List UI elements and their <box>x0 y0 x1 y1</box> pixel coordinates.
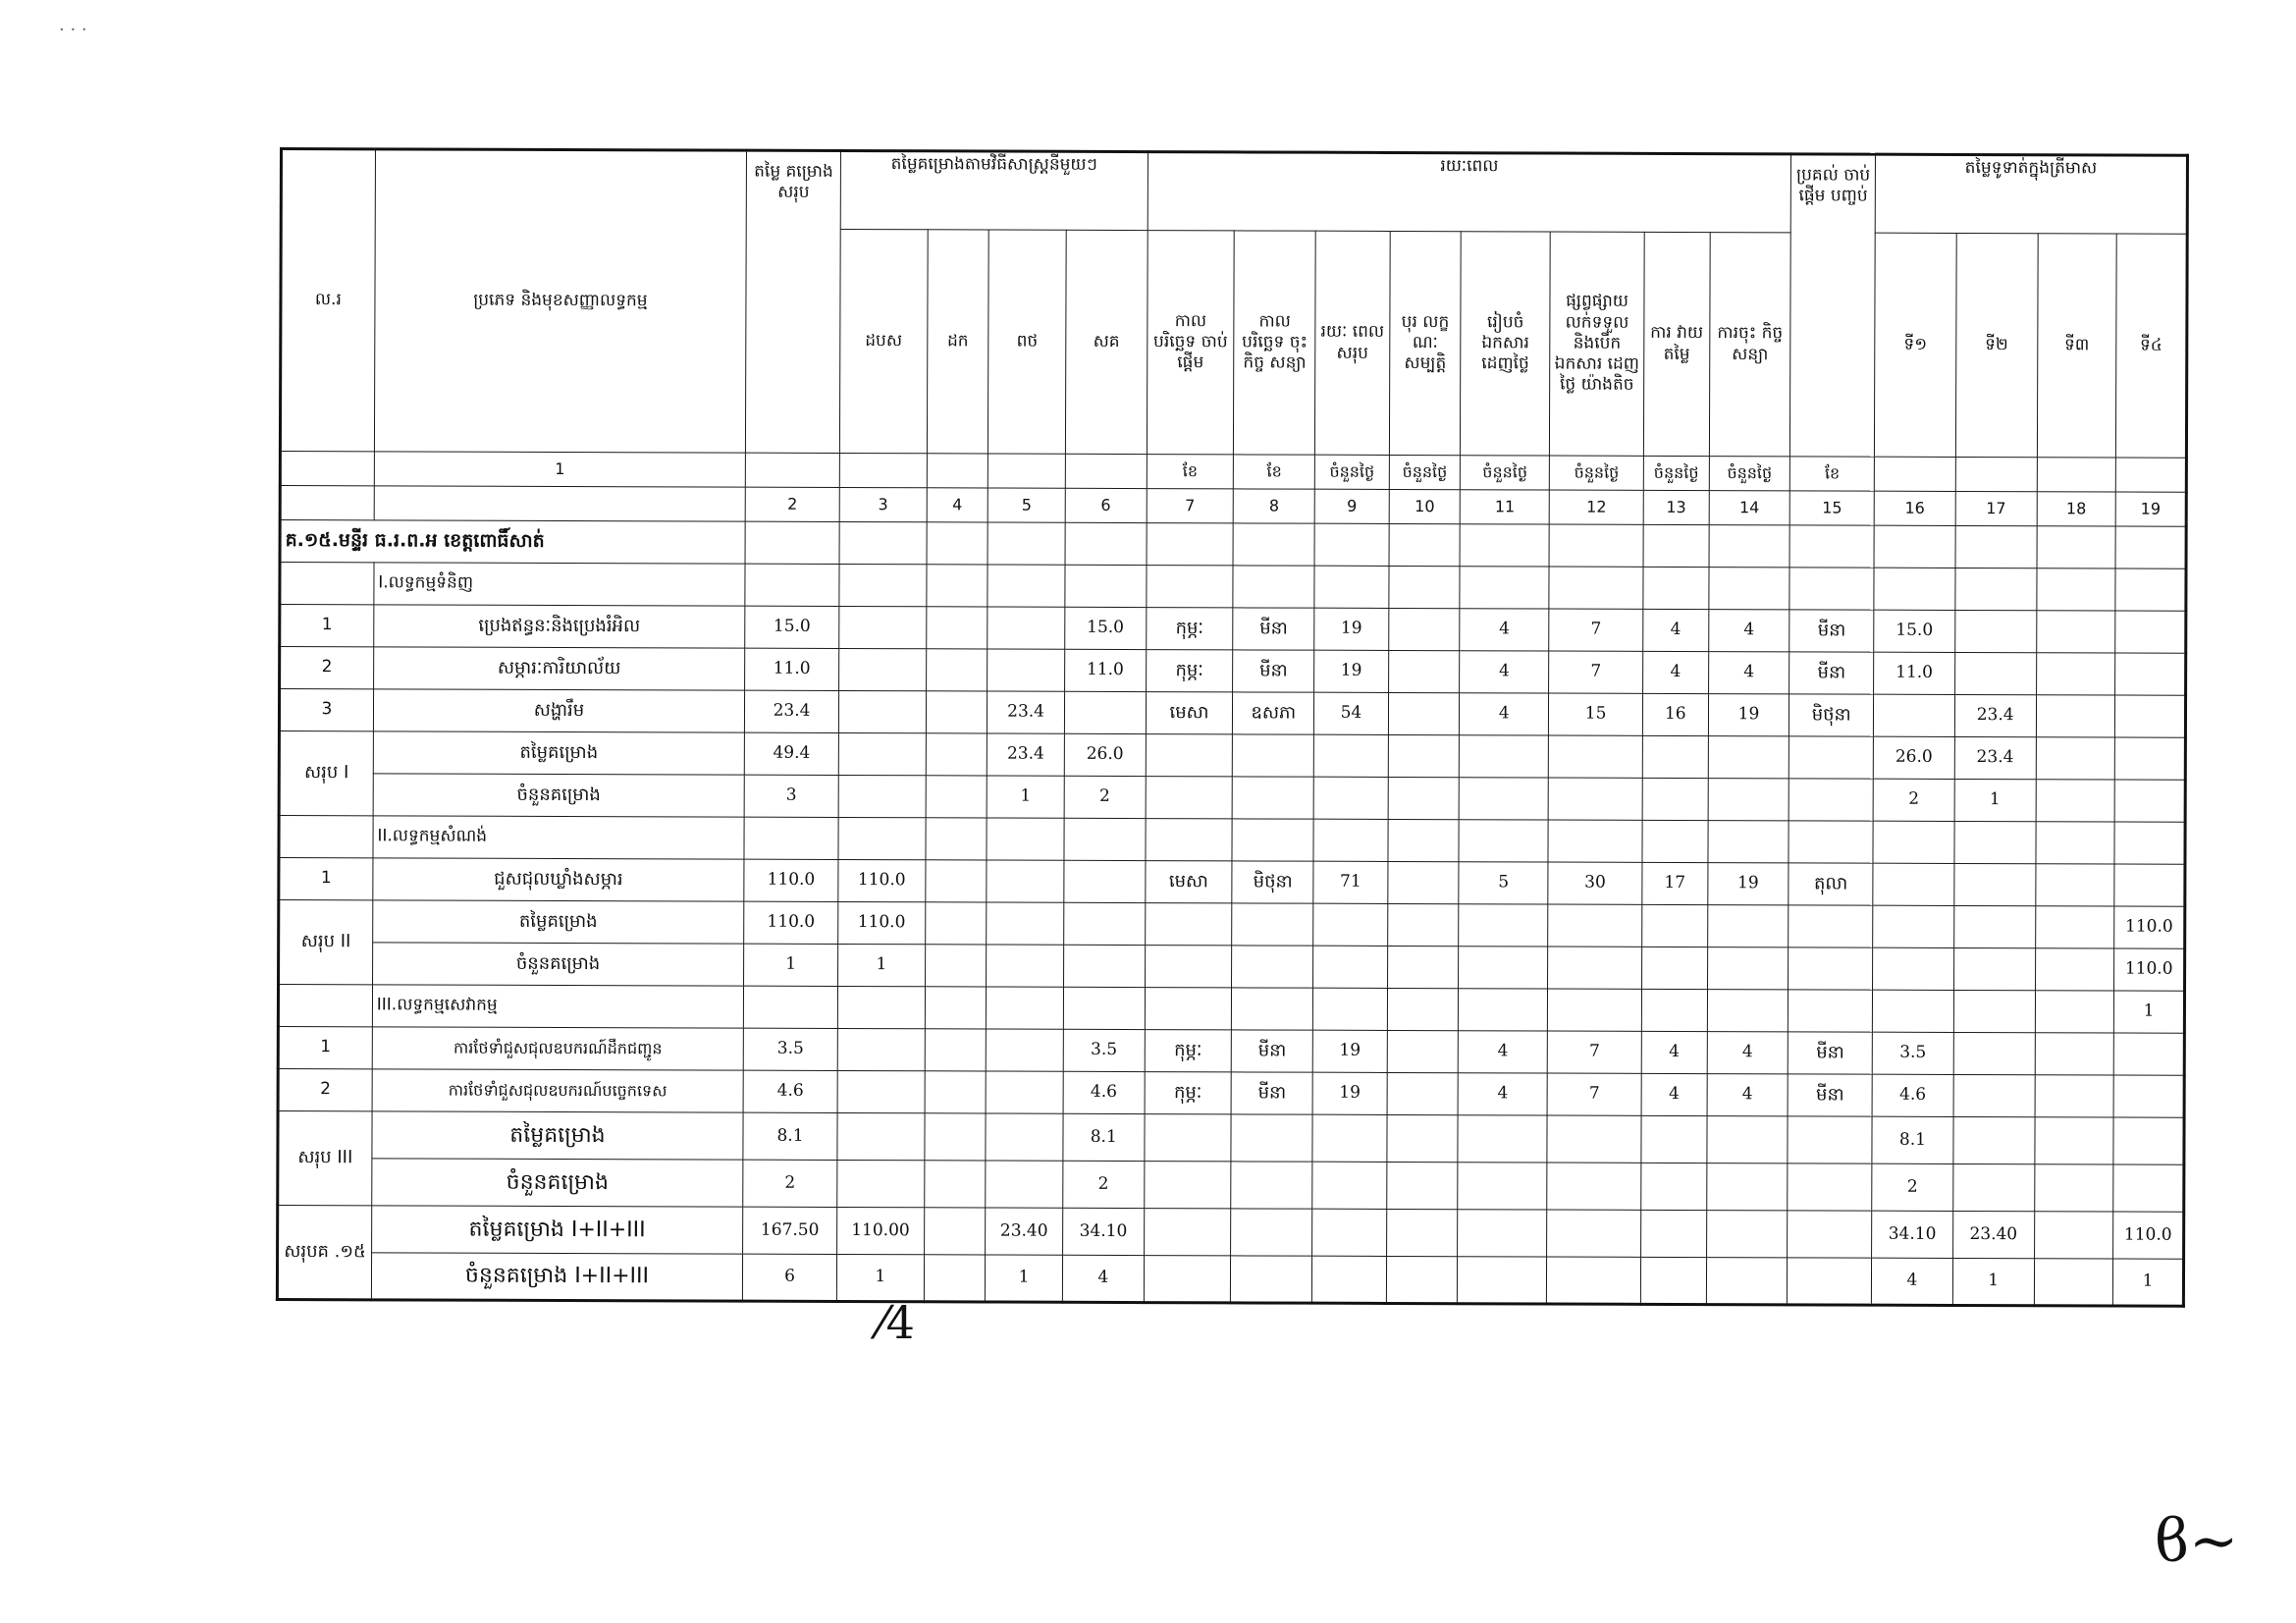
row-prep: 4 <box>1460 651 1549 693</box>
number-17: 17 <box>1955 491 2037 525</box>
summary-count-label: ចំនួនគម្រោង <box>372 1159 743 1207</box>
header-period-total: រយៈ ពេល សរុប <box>1315 231 1390 455</box>
header-total: តម្លៃ គម្រោង សរុប <box>746 150 841 453</box>
grand-q2: 23.40 <box>1952 1211 2034 1258</box>
header-method-group: តម្លៃគម្រោងតាមវិធីសាស្ត្រនីមួយៗ <box>840 150 1148 230</box>
unit-days: ចំនួនថ្ងៃ <box>1461 456 1550 490</box>
unit-blank <box>1955 457 2037 491</box>
header-quarter-3: ទី៣ <box>2037 234 2116 458</box>
grand-summary-row <box>277 1252 2183 1306</box>
row-no: 1 <box>278 1026 372 1068</box>
count-pt: 1 <box>987 776 1064 818</box>
unit-start: ខែ <box>1147 455 1234 489</box>
row-pub: 30 <box>1548 862 1642 904</box>
number-13: 13 <box>1643 490 1709 524</box>
grand-summary-row <box>278 1205 2184 1259</box>
row-handover: មីនា <box>1789 610 1874 652</box>
row-sg: 3.5 <box>1063 1029 1145 1071</box>
unit-blank <box>927 454 988 488</box>
row-no: 2 <box>280 647 374 689</box>
section-title: គ.១៥.មន្ទីរ ធ.រ.ព.អ ខេត្តពោធិ៍សាត់ <box>280 520 745 565</box>
header-period-contract: ការចុះ កិច្ចសន្យា <box>1709 233 1791 457</box>
unit-blank <box>988 454 1066 488</box>
row-total: 23.4 <box>745 690 839 732</box>
number-4: 4 <box>927 488 988 522</box>
grand-total: 167.50 <box>743 1207 837 1254</box>
header-period-group: រយៈពេល <box>1148 152 1791 233</box>
summary-value-label: តម្លៃគម្រោង <box>373 900 744 944</box>
sum-sg: 8.1 <box>1063 1113 1145 1161</box>
grand-dbs: 110.00 <box>837 1207 925 1254</box>
row-handover: មិថុនា <box>1789 694 1874 736</box>
header-type: ប្រភេទ និងមុខសញ្ញាលទ្ធកម្ម <box>374 149 746 453</box>
row-prep: 4 <box>1460 693 1549 735</box>
row-q2: 23.4 <box>1954 694 2036 736</box>
count-dbs: 1 <box>837 944 925 986</box>
unit-days: ចំនួនថ្ងៃ <box>1643 456 1709 490</box>
number-3: 3 <box>839 487 927 521</box>
row-pub: 7 <box>1547 1031 1641 1073</box>
row-sign: មីនា <box>1233 650 1314 692</box>
header-method-dbs: ដបស <box>839 229 928 453</box>
sum-dbs: 110.0 <box>838 901 926 944</box>
number-6: 6 <box>1065 488 1147 522</box>
row-no: 1 <box>280 605 374 647</box>
scan-specks: · · · <box>59 20 87 40</box>
row-contract: 4 <box>1707 1032 1789 1074</box>
row-no: 2 <box>278 1068 372 1110</box>
row-prep: 4 <box>1458 1073 1547 1115</box>
unit-blank <box>1065 454 1147 488</box>
unit-month: ខែ <box>1790 457 1875 491</box>
header-quarter-group: តម្លៃទូទាត់ក្នុងត្រីមាស <box>1875 154 2187 234</box>
sum-total: 110.0 <box>744 901 838 944</box>
count-q1: 2 <box>1872 1163 1953 1211</box>
number-14: 14 <box>1709 491 1790 525</box>
grand-count-q1: 4 <box>1871 1258 1952 1305</box>
unit-blank <box>280 452 374 486</box>
grand-value-label: តម្លៃគម្រោង I+II+III <box>371 1206 742 1254</box>
unit-days: ចំនួនថ្ងៃ <box>1389 455 1461 489</box>
table-row <box>279 858 2185 907</box>
sum-total: 49.4 <box>744 732 838 775</box>
unit-days: ចំនួនថ្ងៃ <box>1709 457 1790 491</box>
unit-days: ចំនួនថ្ងៃ <box>1549 456 1643 490</box>
row-contract: 4 <box>1708 610 1789 652</box>
row-days: 19 <box>1312 1030 1387 1072</box>
row-prep: 4 <box>1459 1031 1548 1073</box>
row-sign: មីនា <box>1231 1072 1312 1114</box>
row-handover: មីនា <box>1788 1074 1872 1116</box>
header-quarter-2: ទី២ <box>1955 233 2038 457</box>
row-q1: 3.5 <box>1872 1032 1953 1074</box>
row-handover: តុលា <box>1789 863 1873 905</box>
unit-blank <box>2116 458 2187 492</box>
row-no: 1 <box>279 858 373 900</box>
sum-q1: 8.1 <box>1872 1116 1953 1163</box>
row-days: 71 <box>1313 861 1388 903</box>
grand-count-dbs: 1 <box>836 1254 924 1301</box>
header-period-publish: ផ្សព្វផ្សាយ លក់ទទួល និងបើក ឯកសារ ដេញថ្លៃ យ៉ាងតិច <box>1550 232 1645 456</box>
number-blank <box>280 486 374 520</box>
row-handover: មីនា <box>1789 652 1874 694</box>
handwritten-page-mark: ⁄4 <box>879 1296 915 1349</box>
row-handover: មីនា <box>1789 1032 1873 1074</box>
handwritten-corner-mark: ϐ∼ <box>2155 1507 2239 1576</box>
sum-q4: 110.0 <box>2114 906 2185 948</box>
grand-q1: 34.10 <box>1872 1211 1953 1258</box>
header-quarter-4: ទី៤ <box>2116 234 2188 458</box>
unit-blank <box>839 453 927 487</box>
number-15: 15 <box>1790 491 1875 525</box>
row-eval: 4 <box>1643 651 1709 693</box>
grand-count-q2: 1 <box>1952 1258 2034 1305</box>
count-q1: 2 <box>1873 779 1954 821</box>
row-total: 3.5 <box>743 1028 837 1070</box>
grand-count-q4: 1 <box>2113 1259 2184 1306</box>
number-19: 19 <box>2115 492 2186 526</box>
group-title-services: III.លទ្ធកម្មសេវាកម្ម <box>372 985 743 1028</box>
summary-row <box>279 943 2185 992</box>
row-total: 4.6 <box>743 1070 837 1112</box>
grand-count-label: ចំនួនគម្រោង I+II+III <box>371 1253 742 1301</box>
header-period-qualify: បុរ លក្ខ ណៈ សម្បត្តិ <box>1389 231 1461 455</box>
row-q1: 11.0 <box>1874 652 1955 694</box>
row-eval: 4 <box>1641 1031 1707 1073</box>
grand-pt: 23.40 <box>986 1208 1063 1255</box>
summary-value-label: តម្លៃគម្រោង <box>372 1111 743 1160</box>
row-pub: 7 <box>1549 609 1643 651</box>
grand-sg: 34.10 <box>1063 1208 1145 1255</box>
summary-count-label: ចំនួនគម្រោង <box>373 774 744 817</box>
number-11: 11 <box>1461 490 1550 524</box>
header-period-sign: កាល បរិច្ឆេទ ចុះកិច្ច សន្យា <box>1234 231 1316 455</box>
row-days: 19 <box>1314 650 1389 692</box>
header-method-pt: ពថ <box>988 230 1066 454</box>
row-sign: មិថុនា <box>1232 861 1313 903</box>
summary-row <box>278 1158 2184 1212</box>
row-eval: 4 <box>1643 609 1709 651</box>
row-sg: 11.0 <box>1065 649 1147 691</box>
row-prep: 5 <box>1459 862 1548 904</box>
number-12: 12 <box>1549 490 1643 524</box>
table-row <box>278 1068 2184 1117</box>
row-contract: 19 <box>1708 694 1789 736</box>
row-start: កុម្ភៈ <box>1146 650 1233 692</box>
row-no: 3 <box>279 689 373 731</box>
table-row <box>278 1026 2184 1075</box>
row-q1: 4.6 <box>1872 1074 1953 1116</box>
header-period-prepare: រៀបចំ ឯកសារ ដេញថ្លៃ <box>1461 232 1551 456</box>
summary-label: សរុប III <box>278 1110 372 1205</box>
row-desc: ប្រេងឥន្ធនៈនិងប្រេងរំអិល <box>374 605 745 648</box>
row-sg: 15.0 <box>1065 607 1147 649</box>
unit-blank <box>1874 457 1955 491</box>
number-9: 9 <box>1314 489 1389 523</box>
row-pt: 23.4 <box>988 691 1065 733</box>
row-desc: ការថែទាំជួសជុលឧបករណ៍ដឹកជញ្ជូន <box>372 1027 743 1070</box>
row-sg: 4.6 <box>1063 1071 1145 1113</box>
number-18: 18 <box>2037 492 2116 526</box>
row-total: 110.0 <box>744 859 838 901</box>
row-days: 19 <box>1314 608 1389 650</box>
number-1: 1 <box>374 452 745 487</box>
grand-count-sg: 4 <box>1062 1255 1144 1302</box>
count-sg: 2 <box>1063 1161 1145 1208</box>
count-q4-b: 1 <box>2114 991 2185 1033</box>
summary-count-label: ចំនួនគម្រោង <box>372 943 743 986</box>
table-row <box>280 605 2186 654</box>
unit-blank <box>745 453 839 487</box>
count-sg: 2 <box>1064 776 1146 818</box>
summary-label: សរុប I <box>279 731 373 816</box>
grand-label: សរុបគ .១៥ <box>277 1205 371 1299</box>
procurement-plan-sheet <box>276 147 2189 1308</box>
number-2: 2 <box>745 487 839 521</box>
header-period-evaluate: ការ វាយ តម្លៃ <box>1643 232 1709 456</box>
row-q1: 15.0 <box>1874 610 1955 652</box>
row-start: មេសា <box>1145 861 1232 903</box>
summary-value-label: តម្លៃគម្រោង <box>373 731 744 775</box>
row-desc: ការថែទាំជួសជុលឧបករណ៍បច្ចេកទេស <box>372 1069 743 1112</box>
sum-sg: 26.0 <box>1064 733 1146 776</box>
row-sign: មីនា <box>1232 1030 1313 1072</box>
row-days: 19 <box>1312 1072 1387 1114</box>
row-contract: 19 <box>1707 863 1789 905</box>
unit-days: ចំនួនថ្ងៃ <box>1314 455 1389 489</box>
sum-pt: 23.4 <box>988 733 1065 776</box>
row-pub: 7 <box>1549 651 1643 693</box>
row-start: កុម្ភៈ <box>1145 1030 1232 1072</box>
grand-count-total: 6 <box>743 1254 837 1301</box>
group-title-goods: I.លទ្ធកម្មទំនិញ <box>374 563 745 606</box>
row-contract: 4 <box>1708 652 1789 694</box>
row-dbs: 110.0 <box>838 859 926 901</box>
count-total: 3 <box>744 775 838 817</box>
summary-row <box>279 900 2185 949</box>
count-total: 1 <box>744 944 838 986</box>
header-method-sg: សគ <box>1065 230 1148 454</box>
procurement-table <box>276 147 2189 1308</box>
row-sign: ឧសភា <box>1233 692 1314 734</box>
table-row <box>279 689 2185 738</box>
summary-row <box>279 774 2185 823</box>
header-method-dk: ដក <box>927 230 988 454</box>
group-title-construction: II.លទ្ធកម្មសំណង់ <box>373 816 744 859</box>
header-period-start: កាល បរិច្ឆេទ ចាប់ផ្តើម <box>1147 231 1235 455</box>
row-total: 11.0 <box>745 648 839 690</box>
summary-row <box>278 1110 2184 1164</box>
row-total: 15.0 <box>745 606 839 648</box>
row-desc: សម្ភារៈការិយាល័យ <box>373 647 744 690</box>
number-7: 7 <box>1147 489 1234 523</box>
count-total: 2 <box>743 1160 837 1207</box>
count-q4: 110.0 <box>2114 948 2185 991</box>
row-eval: 16 <box>1642 693 1708 735</box>
row-start: កុម្ភៈ <box>1146 608 1233 650</box>
row-days: 54 <box>1314 692 1389 734</box>
number-10: 10 <box>1389 489 1461 523</box>
row-desc: ជួសជុលឃ្លាំងសម្ភារ <box>373 858 744 901</box>
count-q2: 1 <box>1954 779 2036 821</box>
row-pub: 7 <box>1547 1073 1641 1115</box>
unit-sign: ខែ <box>1234 455 1315 489</box>
grand-q4: 110.0 <box>2113 1212 2184 1259</box>
header-deadline: ប្រគល់ ចាប់ផ្តើម បញ្ចប់ <box>1790 154 1876 457</box>
number-8: 8 <box>1234 489 1315 523</box>
row-eval: 17 <box>1642 862 1708 904</box>
row-desc: សង្ហារឹម <box>373 689 744 732</box>
sum-q2: 23.4 <box>1954 736 2036 779</box>
sum-q1: 26.0 <box>1873 736 1954 779</box>
table-row <box>280 647 2186 696</box>
row-prep: 4 <box>1460 609 1549 651</box>
summary-label: សរុប II <box>279 900 373 985</box>
row-eval: 4 <box>1641 1073 1707 1115</box>
row-sign: មីនា <box>1233 608 1314 650</box>
sum-total: 8.1 <box>743 1112 837 1160</box>
summary-row <box>279 731 2185 781</box>
number-16: 16 <box>1874 491 1955 525</box>
number-blank <box>374 486 745 521</box>
row-contract: 4 <box>1707 1074 1789 1116</box>
row-start: កុម្ភៈ <box>1145 1072 1232 1114</box>
header-no: ល.រ <box>280 149 375 452</box>
grand-count-pt: 1 <box>986 1255 1063 1302</box>
row-start: មេសា <box>1146 692 1233 734</box>
number-5: 5 <box>988 488 1065 522</box>
header-quarter-1: ទី១ <box>1875 233 1957 457</box>
row-pub: 15 <box>1549 693 1643 735</box>
unit-blank <box>2037 458 2116 492</box>
